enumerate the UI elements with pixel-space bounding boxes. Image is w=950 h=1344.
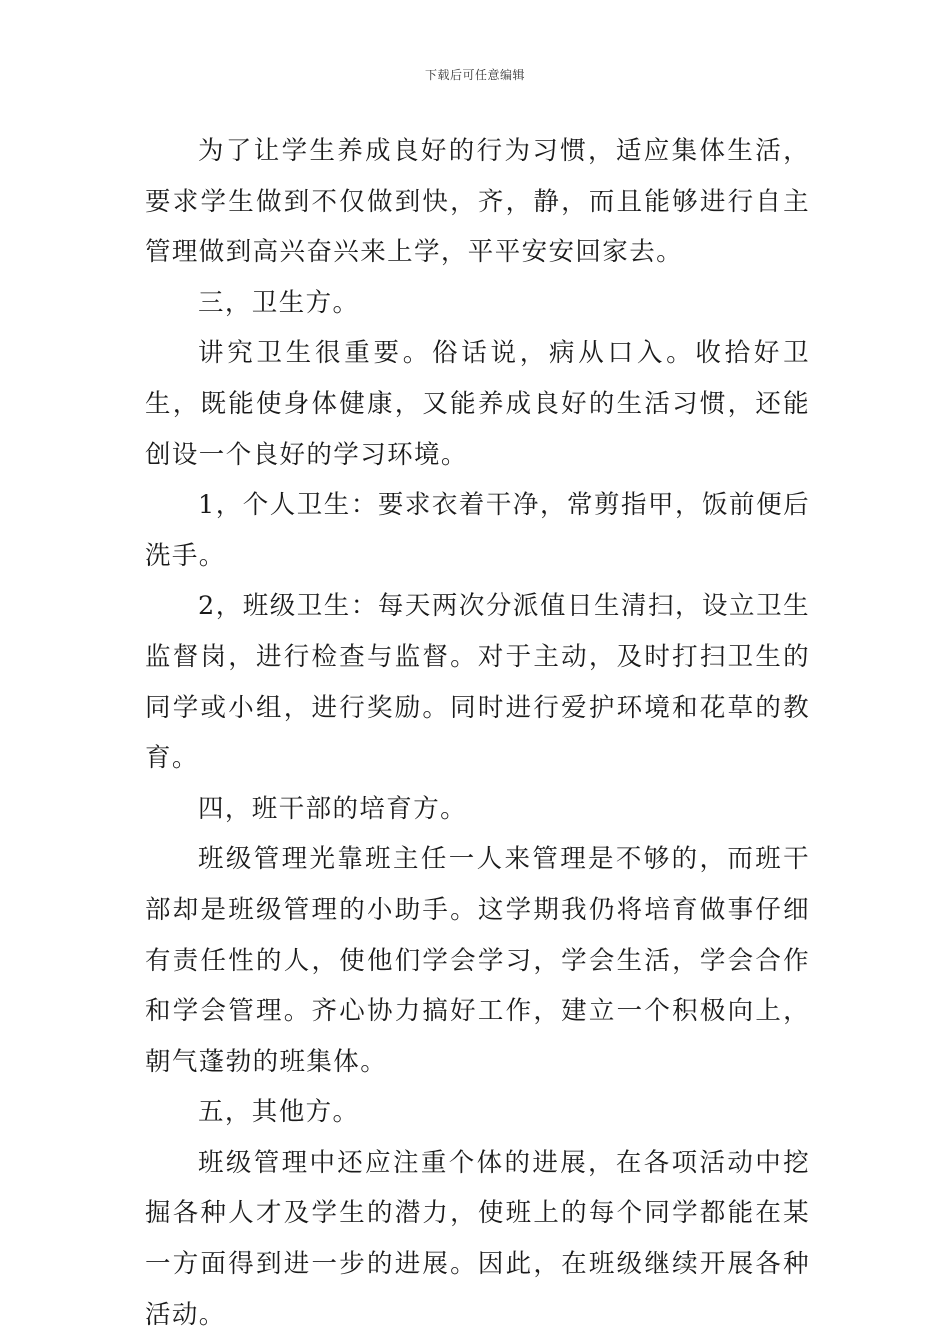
section-heading-class-cadres: 四，班干部的培育方。 [198,793,468,824]
paragraph-class-cadres: 班级管理光靠班主任一人来管理是不够的，而班干部却是班级管理的小助手。这学期我仍将培育做事仔细有责任性的人，使他们学会学习，学会生活，学会合作和学会管理。齐心协力搞好工作，建立一个积极向上，朝气蓬勃的班集体。 [145,844,810,1077]
paragraph-other: 班级管理中还应注重个体的进展，在各项活动中挖掘各种人才及学生的潜力，使班上的每个同学都能在某一方面得到进一步的进展。因此，在班级继续开展各种活动。 [145,1147,810,1330]
paragraph-behavior-habits: 为了让学生养成良好的行为习惯，适应集体生活，要求学生做到不仅做到快，齐，静，而且能够进行自主管理做到高兴奋兴来上学，平平安安回家去。 [145,136,810,268]
document-body [145,126,810,1340]
paragraph-personal-hygiene: 1，个人卫生：要求衣着干净，常剪指甲，饭前便后洗手。 [145,490,810,571]
page-header-note: 下载后可任意编辑 [424,68,525,82]
section-heading-hygiene: 三，卫生方。 [198,287,360,318]
paragraph-hygiene-intro: 讲究卫生很重要。俗话说，病从口入。收拾好卫生，既能使身体健康，又能养成良好的生活习惯，还能创设一个良好的学习环境。 [145,338,810,470]
paragraph-class-hygiene: 2，班级卫生：每天两次分派值日生清扫，设立卫生监督岗，进行检查与监督。对于主动，及时打扫卫生的同学或小组，进行奖励。同时进行爱护环境和花草的教育。 [145,591,810,774]
section-heading-other: 五，其他方。 [198,1097,360,1128]
